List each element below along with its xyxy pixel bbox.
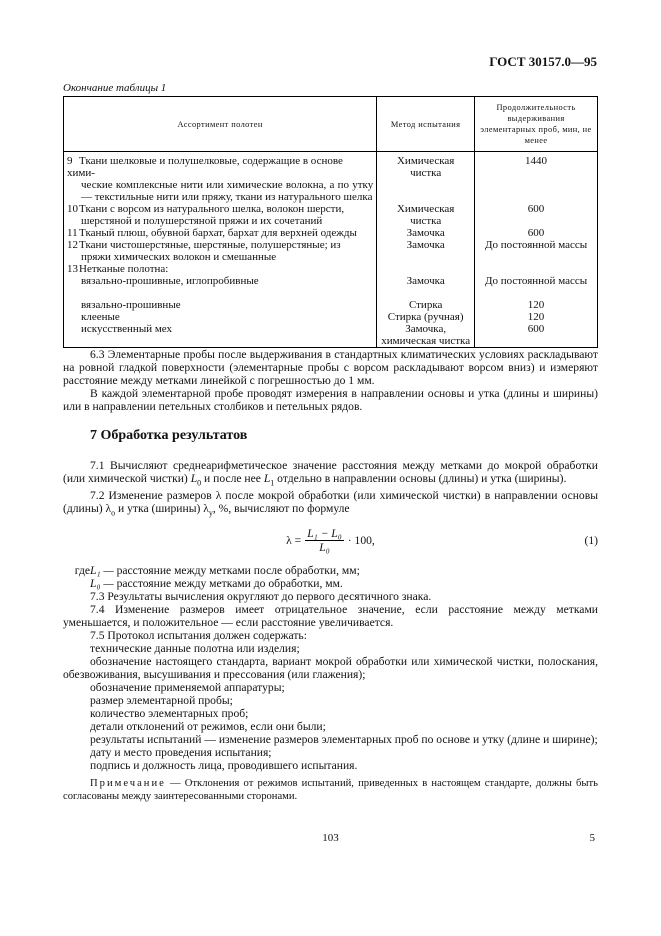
assortment-cell: 9 Ткани шелковые и полушелковые, содержащие в основе хими- ческие комплексные нити или химические волокна, а по утку — текстильные нити или пряжу, ткани из натурального шелка — [64, 152, 377, 204]
protocol-item: размер элементарной пробы; — [90, 693, 233, 707]
protocol-item: дату и место проведения испытания; — [90, 745, 272, 759]
method-cell: Замочка — [377, 239, 475, 263]
table-row — [64, 239, 598, 263]
assortment-cell: вязально-прошивные, иглопробивные — [64, 275, 377, 299]
protocol-item: количество элементарных проб; — [90, 706, 249, 720]
method-cell: Химическая чистка — [377, 203, 475, 227]
col-header-duration: Продолжительность выдерживания элементарных проб, мин, не менее — [475, 97, 598, 152]
table-row — [64, 275, 598, 299]
table-row — [64, 227, 598, 239]
formula-1 — [63, 526, 598, 556]
table-row — [64, 311, 598, 323]
method-cell: Замочка — [377, 275, 475, 299]
page-number-right: 5 — [589, 832, 595, 844]
paragraph-7-3: 7.3 Результаты вычисления округляют до первого десятичного знака. — [90, 589, 432, 603]
assortment-cell: искусственный мех — [64, 323, 377, 348]
table-row — [64, 299, 598, 311]
protocol-item: детали отклонений от режимов, если они были; — [90, 719, 326, 733]
table-row — [64, 323, 598, 348]
assortment-cell: вязально-прошивные — [64, 299, 377, 311]
col-header-method: Метод испытания — [377, 97, 475, 152]
section-6-3 — [63, 348, 598, 413]
note: Примечание — Отклонения от режимов испытаний, приведенных в настоящем стандарте, должны быть согласованы между заинтересованными сторонами. — [63, 777, 598, 802]
equation-number: (1) — [584, 533, 598, 547]
assortment-cell: 12Ткани чистошерстяные, шерстяные, полушерстяные; из пряжи химических волокон и смешанные — [64, 239, 377, 263]
duration-cell: 600 — [475, 227, 598, 239]
assortment-cell: 11Тканый плюш, обувной бархат, бархат для верхней одежды — [64, 227, 377, 239]
protocol-item: результаты испытаний — изменение размеров элементарных проб по основе и утку (длине и ширине); — [90, 732, 598, 746]
duration-cell: 120 — [475, 311, 598, 323]
method-cell: Стирка (ручная) — [377, 311, 475, 323]
duration-cell: До постоянной массы — [475, 275, 598, 299]
section-7 — [63, 429, 598, 803]
test-conditions-table — [63, 96, 598, 348]
definition-l1: гдеL₁ — расстояние между метками после обработки, мм; — [74, 563, 360, 577]
duration-cell: До постоянной массы — [475, 239, 598, 263]
assortment-cell: 13Нетканые полотна: — [64, 263, 377, 275]
definition-l0: L₀ — расстояние между метками до обработки, мм. — [90, 576, 343, 590]
table-row — [64, 263, 598, 275]
page-number-center: 103 — [322, 832, 339, 844]
table-row — [64, 152, 598, 204]
duration-cell: 120 — [475, 299, 598, 311]
duration-cell: 600 — [475, 203, 598, 227]
paragraph-7-5: 7.5 Протокол испытания должен содержать: — [90, 628, 307, 642]
standard-number: ГОСТ 30157.0—95 — [489, 54, 597, 69]
duration-cell — [475, 263, 598, 275]
paragraph-7-2: 7.2 Изменение размеров λ после мокрой обработки (или химической чистки) в направлении основы (длины) $\lambda_о$ и утка (ширины) $\lambda_у$, %, вычисляют по формуле — [63, 489, 598, 518]
paragraph-6-3-measure: В каждой элементарной пробе проводят измерения в направлении основы и утка (длины и ширины) или в направлении петельных столбиков и петельных рядов. — [63, 387, 598, 413]
method-cell: Замочка — [377, 227, 475, 239]
paragraph-6-3: 6.3 Элементарные пробы после выдерживания в стандартных климатических условиях раскладывают на ровной гладкой поверхности (элементарные пробы с ворсом раскладывают ворсом вниз) и измеряют расстояние между метками линейкой с погрешностью до 1 мм. — [63, 348, 598, 387]
protocol-item: технические данные полотна или изделия; — [90, 641, 300, 655]
method-cell — [377, 263, 475, 275]
assortment-cell: 10Ткани с ворсом из натурального шелка, волокон шерсти, шерстяной и полушерстяной пряжи и их сочетаний — [64, 203, 377, 227]
protocol-item: обозначение применяемой аппаратуры; — [90, 680, 285, 694]
assortment-cell: клееные — [64, 311, 377, 323]
duration-cell: 600 — [475, 323, 598, 348]
paragraph-7-1: 7.1 Вычисляют среднеарифметическое значение расстояния между метками до мокрой обработки (или химической чистки) $L_0$ и после нее $L_1$ отдельно в направлении основы (длины) и утка (ширины). — [63, 459, 598, 488]
protocol-item: обозначение настоящего стандарта, вариант мокрой обработки или химической чистки, полоскания, обезвоживания, высушивания и прессования (или глажения); — [63, 654, 598, 681]
table-row — [64, 203, 598, 227]
paragraph-7-4: 7.4 Изменение размеров имеет отрицательное значение, если расстояние между метками уменьшается, и положительное — если расстояние увеличивается. — [63, 602, 598, 629]
duration-cell: 1440 — [475, 152, 598, 204]
method-cell: Замочка, химическая чистка — [377, 323, 475, 348]
method-cell: Химическая чистка — [377, 152, 475, 204]
formula-fraction: $\frac{\text{L₁ − L₀}}{\text{L₀}}$ — [307, 527, 342, 555]
section-heading: 7 Обработка результатов — [90, 428, 248, 443]
protocol-item: подпись и должность лица, проводившего испытания. — [90, 758, 358, 772]
formula-tail: · 100, — [347, 534, 375, 548]
col-header-assortment: Ассортимент полотен — [64, 97, 377, 152]
table-caption: Окончание таблицы 1 — [63, 82, 167, 94]
formula-lhs: λ = — [286, 534, 302, 548]
method-cell: Стирка — [377, 299, 475, 311]
